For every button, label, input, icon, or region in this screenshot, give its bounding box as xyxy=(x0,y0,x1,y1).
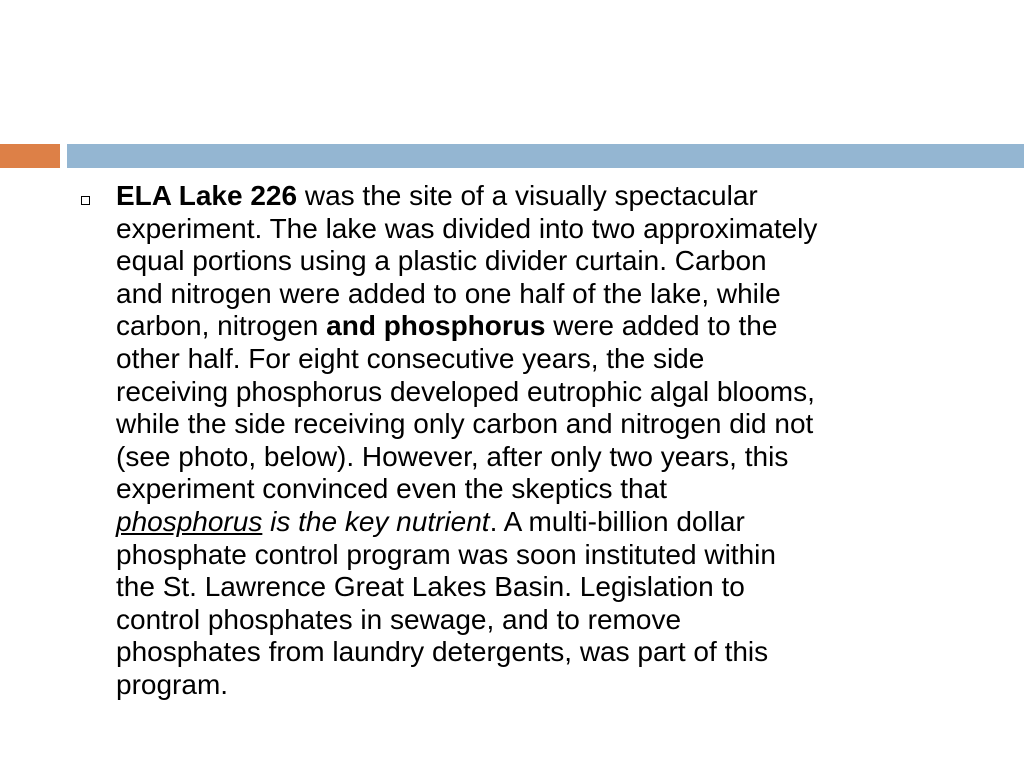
header-accent-blue-bar xyxy=(67,144,1024,168)
paragraph-line xyxy=(116,408,986,441)
italic-text-run: is the key nutrient xyxy=(262,505,490,537)
hollow-square-bullet-icon xyxy=(81,196,90,205)
text-run: receiving phosphorus developed eutrophic algal blooms, xyxy=(116,375,815,407)
paragraph-line xyxy=(116,343,986,376)
text-run: carbon, nitrogen xyxy=(116,310,327,342)
text-run: phosphate control program was soon instituted within xyxy=(116,538,776,570)
header-accent-orange-bar xyxy=(0,144,60,168)
text-run: and nitrogen were added to one half of the lake, while xyxy=(116,277,781,309)
text-run: while the side receiving only carbon and nitrogen did not xyxy=(116,408,814,440)
text-run: control phosphates in sewage, and to remove xyxy=(116,603,682,635)
text-run: program. xyxy=(116,668,229,700)
italic-underline-text-run: phosphorus xyxy=(116,505,263,537)
text-run: other half. For eight consecutive years, the side xyxy=(116,342,705,374)
paragraph-line xyxy=(116,473,986,506)
text-run: . A multi-billion dollar xyxy=(489,505,745,537)
text-run: were added to the xyxy=(545,310,778,342)
bold-text-run: ELA Lake 226 xyxy=(116,180,298,211)
text-run: the St. Lawrence Great Lakes Basin. Legislation to xyxy=(116,571,745,603)
bold-text-run: and phosphorus xyxy=(326,310,546,342)
text-run: equal portions using a plastic divider curtain. Carbon xyxy=(116,245,767,277)
text-run: (see photo, below). However, after only two years, this xyxy=(116,440,789,472)
paragraph-line xyxy=(116,571,986,604)
slide-body-paragraph xyxy=(116,180,986,702)
text-run: experiment. The lake was divided into two approximately xyxy=(116,212,818,244)
paragraph-line xyxy=(116,636,986,669)
text-run: was the site of a visually spectacular xyxy=(297,180,758,211)
text-run: experiment convinced even the skeptics that xyxy=(116,473,667,505)
paragraph-line xyxy=(116,441,986,474)
paragraph-line xyxy=(116,213,986,246)
paragraph-line xyxy=(116,278,986,311)
paragraph-line xyxy=(116,604,986,637)
paragraph-line xyxy=(116,669,986,702)
paragraph-line xyxy=(116,376,986,409)
paragraph-line xyxy=(116,245,986,278)
paragraph-line xyxy=(116,539,986,572)
paragraph-line xyxy=(116,506,986,539)
paragraph-line xyxy=(116,180,986,213)
text-run: phosphates from laundry detergents, was part of this xyxy=(116,636,769,668)
paragraph-line xyxy=(116,310,986,343)
